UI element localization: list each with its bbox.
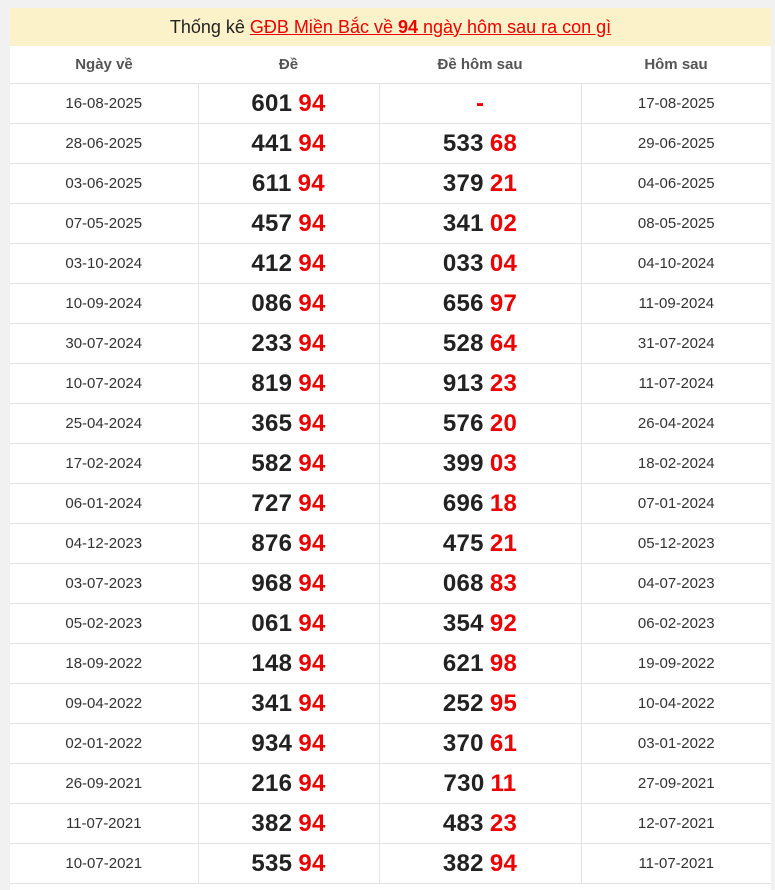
next-de-prefix: 068 [442,569,484,597]
title-prefix: Thống kê [169,16,245,37]
cell-next-date: 19-09-2022 [581,644,771,684]
table-row [10,764,771,804]
next-de-suffix: 23 [489,809,518,837]
cell-de [198,844,379,884]
de-prefix: 341 [251,689,293,717]
cell-next-de [379,724,581,764]
cell-next-de [379,844,581,884]
cell-date: 09-04-2022 [10,684,198,724]
next-de-suffix: 21 [489,529,518,557]
title-link[interactable] [250,17,611,38]
title-link-suffix: ngày hôm sau ra con gì [418,16,612,37]
cell-next-de [379,284,581,324]
de-prefix: 535 [251,849,293,877]
de-prefix: 148 [251,649,293,677]
de-suffix: 94 [298,249,326,277]
de-suffix: 94 [298,289,326,317]
cell-date: 28-06-2025 [10,124,198,164]
de-suffix: 94 [298,129,326,157]
next-de-prefix: 913 [442,369,484,397]
de-prefix: 819 [251,369,293,397]
next-de-prefix: 576 [442,409,484,437]
cell-next-de [379,484,581,524]
table-row [10,724,771,764]
cell-date: 03-06-2025 [10,164,198,204]
table-row [10,844,771,884]
next-de-prefix: 399 [442,449,484,477]
cell-next-de [379,764,581,804]
next-de-suffix: 04 [489,249,518,277]
next-de-prefix: 252 [442,689,484,717]
next-de-prefix: 382 [442,849,484,877]
cell-next-de [379,124,581,164]
cell-next-de [379,564,581,604]
cell-de [198,364,379,404]
next-de-suffix: 98 [489,649,518,677]
cell-next-de [379,684,581,724]
de-suffix: 94 [298,369,326,397]
next-de-suffix: 95 [489,689,518,717]
cell-de [198,84,379,124]
cell-next-date: 08-05-2025 [581,204,771,244]
cell-date: 03-10-2024 [10,244,198,284]
cell-date: 03-07-2023 [10,564,198,604]
cell-de [198,644,379,684]
cell-date: 18-09-2022 [10,644,198,684]
cell-next-date: 27-09-2021 [581,764,771,804]
cell-next-date: 31-07-2024 [581,324,771,364]
column-header-date: Ngày về [10,46,198,84]
next-de-suffix: 20 [489,409,518,437]
table-row [10,684,771,724]
cell-next-de [379,804,581,844]
cell-next-de [379,164,581,204]
cell-de [198,324,379,364]
de-suffix: 94 [298,529,326,557]
cell-next-de [379,324,581,364]
de-prefix: 968 [251,569,293,597]
table-row [10,204,771,244]
cell-date: 05-02-2023 [10,604,198,644]
de-prefix: 365 [251,409,293,437]
cell-next-de [379,364,581,404]
cell-de [198,484,379,524]
cell-next-de [379,84,581,124]
de-prefix: 582 [251,449,293,477]
cell-next-date: 18-02-2024 [581,444,771,484]
cell-de [198,804,379,844]
de-suffix: 94 [298,849,326,877]
next-de-suffix: 64 [489,329,518,357]
cell-de [198,604,379,644]
cell-next-de [379,524,581,564]
cell-date: 06-01-2024 [10,484,198,524]
de-suffix: 94 [297,169,325,197]
cell-next-date: 11-09-2024 [581,284,771,324]
de-suffix: 94 [298,569,326,597]
cell-next-date: 06-02-2023 [581,604,771,644]
cell-next-date: 03-01-2022 [581,724,771,764]
title-link-text: GĐB Miền Bắc về [249,16,398,37]
de-suffix: 94 [298,769,326,797]
cell-de [198,684,379,724]
cell-next-date: 11-07-2021 [581,844,771,884]
column-header-next-de: Đề hôm sau [379,46,581,84]
cell-de [198,764,379,804]
next-de-suffix: 83 [489,569,518,597]
table-row [10,524,771,564]
table-row [10,444,771,484]
de-prefix: 382 [251,809,293,837]
cell-date: 17-02-2024 [10,444,198,484]
cell-date: 26-09-2021 [10,764,198,804]
results-table [10,46,771,884]
cell-date: 10-09-2024 [10,284,198,324]
next-de-suffix: 03 [489,449,518,477]
cell-de [198,124,379,164]
de-prefix: 216 [251,769,293,797]
column-header-next-date: Hôm sau [581,46,771,84]
cell-de [198,244,379,284]
next-de-suffix: 11 [490,769,517,797]
stats-panel [10,8,771,890]
de-prefix: 412 [251,249,293,277]
de-prefix: 086 [251,289,293,317]
next-de-prefix: 379 [442,169,484,197]
de-suffix: 94 [298,689,326,717]
next-de-prefix: 621 [442,649,484,677]
de-prefix: 727 [251,489,293,517]
next-de-suffix: 61 [489,729,518,757]
table-row [10,164,771,204]
cell-date: 10-07-2024 [10,364,198,404]
cell-date: 04-12-2023 [10,524,198,564]
cell-next-date: 26-04-2024 [581,404,771,444]
de-prefix: 601 [251,89,293,117]
de-suffix: 94 [298,809,326,837]
next-de-suffix: 92 [489,609,518,637]
next-de-prefix: 656 [442,289,484,317]
table-row [10,124,771,164]
next-de-prefix: 533 [442,129,484,157]
next-de-suffix: 21 [489,169,518,197]
table-row [10,484,771,524]
de-prefix: 876 [251,529,293,557]
cell-de [198,164,379,204]
next-de-prefix: 370 [442,729,484,757]
cell-de [198,524,379,564]
cell-next-de [379,644,581,684]
table-row [10,324,771,364]
cell-next-date: 05-12-2023 [581,524,771,564]
table-header-row [10,46,771,84]
table-row [10,644,771,684]
table-row [10,404,771,444]
cell-next-date: 17-08-2025 [581,84,771,124]
title-link-number: 94 [397,16,419,37]
cell-next-date: 12-07-2021 [581,804,771,844]
next-de-prefix: 341 [442,209,484,237]
cell-next-date: 29-06-2025 [581,124,771,164]
cell-next-date: 04-10-2024 [581,244,771,284]
cell-next-date: 04-06-2025 [581,164,771,204]
table-row [10,564,771,604]
cell-de [198,564,379,604]
de-prefix: 061 [251,609,293,637]
next-de-prefix: 528 [442,329,484,357]
cell-de [198,284,379,324]
table-row [10,604,771,644]
de-suffix: 94 [298,489,326,517]
cell-next-de [379,404,581,444]
de-prefix: 233 [251,329,293,357]
next-de-suffix: 94 [489,849,518,877]
de-prefix: 441 [251,129,293,157]
cell-date: 02-01-2022 [10,724,198,764]
table-row [10,364,771,404]
cell-de [198,204,379,244]
cell-next-de [379,204,581,244]
next-de-prefix: 033 [442,249,484,277]
next-de-prefix: 730 [443,769,485,797]
de-prefix: 611 [252,169,292,197]
de-suffix: 94 [298,449,326,477]
cell-date: 07-05-2025 [10,204,198,244]
cell-next-de [379,444,581,484]
de-suffix: 94 [298,649,326,677]
cell-next-de [379,244,581,284]
column-header-de: Đề [198,46,379,84]
cell-next-date: 11-07-2024 [581,364,771,404]
table-row [10,84,771,124]
cell-next-date: 10-04-2022 [581,684,771,724]
cell-de [198,404,379,444]
next-de-prefix: 354 [442,609,484,637]
next-de-suffix: 02 [489,209,518,237]
cell-next-date: 07-01-2024 [581,484,771,524]
cell-date: 25-04-2024 [10,404,198,444]
next-de-suffix: 23 [489,369,518,397]
table-row [10,804,771,844]
cell-de [198,724,379,764]
de-suffix: 94 [298,729,326,757]
next-de-empty: - [476,89,484,117]
de-suffix: 94 [298,609,326,637]
next-de-suffix: 97 [489,289,518,317]
cell-date: 11-07-2021 [10,804,198,844]
next-de-suffix: 68 [489,129,518,157]
de-suffix: 94 [298,89,326,117]
cell-next-date: 04-07-2023 [581,564,771,604]
next-de-prefix: 483 [442,809,484,837]
cell-de [198,444,379,484]
de-suffix: 94 [298,329,326,357]
cell-next-de [379,604,581,644]
page-title [10,8,771,46]
cell-date: 16-08-2025 [10,84,198,124]
table-row [10,244,771,284]
cell-date: 30-07-2024 [10,324,198,364]
next-de-prefix: 475 [442,529,484,557]
de-prefix: 934 [251,729,293,757]
de-suffix: 94 [298,409,326,437]
de-prefix: 457 [251,209,293,237]
next-de-suffix: 18 [489,489,518,517]
de-suffix: 94 [298,209,326,237]
cell-date: 10-07-2021 [10,844,198,884]
table-row [10,284,771,324]
next-de-prefix: 696 [442,489,484,517]
